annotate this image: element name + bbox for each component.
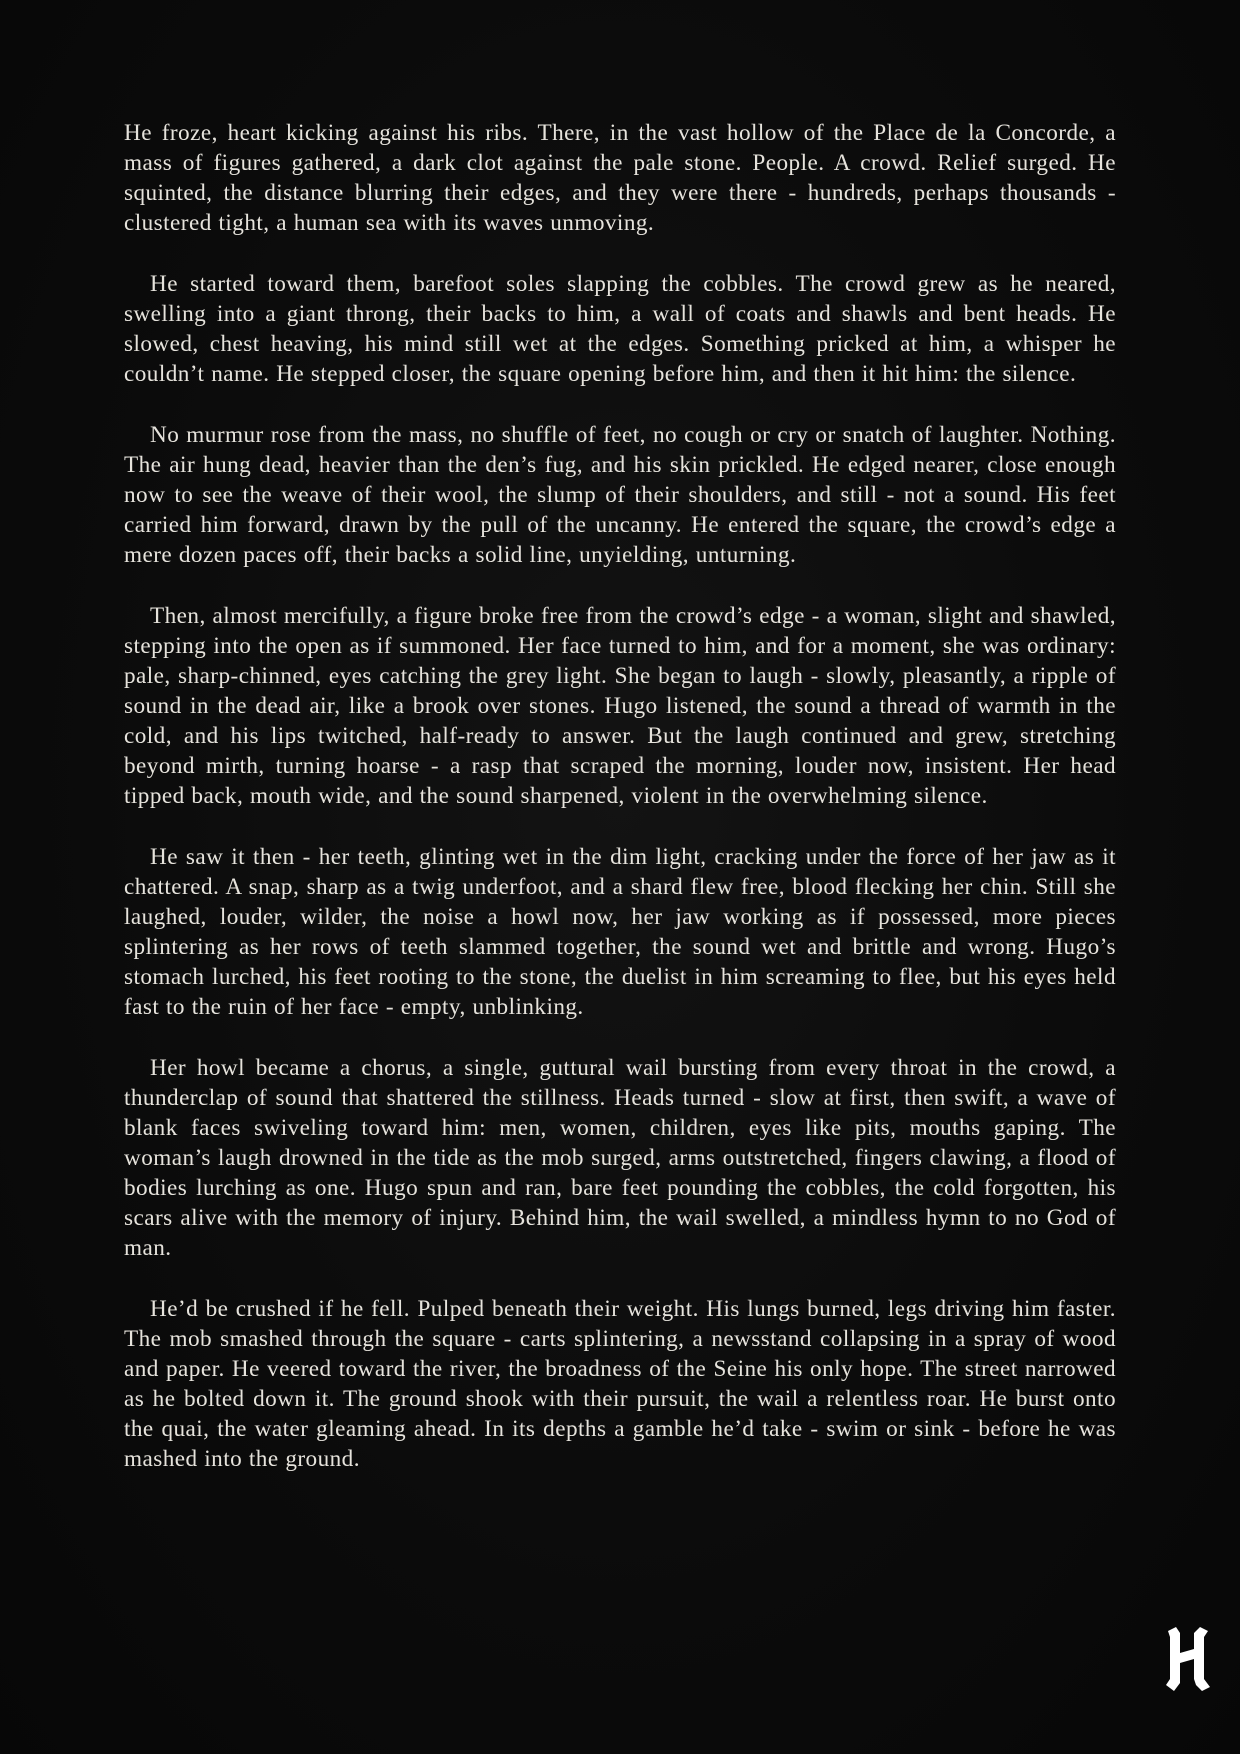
story-paragraph: Then, almost mercifully, a figure broke free from the crowd’s edge - a woman, slight and shawled, stepping into the open as if summoned. Her face turned to him, and for a moment, she was ordinary: pale, sharp-chinned, eyes catching the grey light. She began to laugh - slowly, pleasantly, a ripple of sound in the dead air, like a brook over stones. Hugo listened, the sound a thread of warmth in the cold, and his lips twitched, half-ready to answer. But the laugh continued and grew, stretching beyond mirth, turning hoarse - a rasp that scraped the morning, louder now, insistent. Her head tipped back, mouth wide, and the sound sharpened, violent in the overwhelming silence. [124,603,1116,809]
story-text [124,118,1116,1505]
blackletter-h-logo-icon [1164,1625,1212,1693]
story-paragraph: He froze, heart kicking against his ribs. There, in the vast hollow of the Place de la Concorde, a mass of figures gathered, a dark clot against the pale stone. People. A crowd. Relief surged. He squinted, the distance blurring their edges, and they were there - hundreds, perhaps thousands - clustered tight, a human sea with its waves unmoving. [124,120,1116,236]
story-paragraph: Her howl became a chorus, a single, guttural wail bursting from every throat in the crowd, a thunderclap of sound that shattered the stillness. Heads turned - slow at first, then swift, a wave of blank faces swiveling toward him: men, women, children, eyes like pits, mouths gaping. The woman’s laugh drowned in the tide as the mob surged, arms outstretched, fingers clawing, a flood of bodies lurching as one. Hugo spun and ran, bare feet pounding the cobbles, the cold forgotten, his scars alive with the memory of injury. Behind him, the wail swelled, a mindless hymn to no God of man. [124,1055,1116,1261]
story-paragraph: He started toward them, barefoot soles slapping the cobbles. The crowd grew as he neared, swelling into a giant throng, their backs to him, a wall of coats and shawls and bent heads. He slowed, chest heaving, his mind still wet at the edges. Something pricked at him, a whisper he couldn’t name. He stepped closer, the square opening before him, and then it hit him: the silence. [124,271,1116,387]
story-paragraph: He’d be crushed if he fell. Pulped beneath their weight. His lungs burned, legs driving him faster. The mob smashed through the square - carts splintering, a newsstand collapsing in a spray of wood and paper. He veered toward the river, the broadness of the Seine his only hope. The street narrowed as he bolted down it. The ground shook with their pursuit, the wail a relentless roar. He burst onto the quai, the water gleaming ahead. In its depths a gamble he’d take - swim or sink - before he was mashed into the ground. [124,1296,1116,1472]
story-paragraph: He saw it then - her teeth, glinting wet in the dim light, cracking under the force of her jaw as it chattered. A snap, sharp as a twig underfoot, and a shard flew free, blood flecking her chin. Still she laughed, louder, wilder, the noise a howl now, her jaw working as if possessed, more pieces splintering as her rows of teeth slammed together, the sound wet and brittle and wrong. Hugo’s stomach lurched, his feet rooting to the stone, the duelist in him screaming to flee, but his eyes held fast to the ruin of her face - empty, unblinking. [124,844,1116,1020]
story-paragraph: No murmur rose from the mass, no shuffle of feet, no cough or cry or snatch of laughter. Nothing. The air hung dead, heavier than the den’s fug, and his skin prickled. He edged nearer, close enough now to see the weave of their wool, the slump of their shoulders, and still - not a sound. His feet carried him forward, drawn by the pull of the uncanny. He entered the square, the crowd’s edge a mere dozen paces off, their backs a solid line, unyielding, unturning. [124,422,1116,568]
